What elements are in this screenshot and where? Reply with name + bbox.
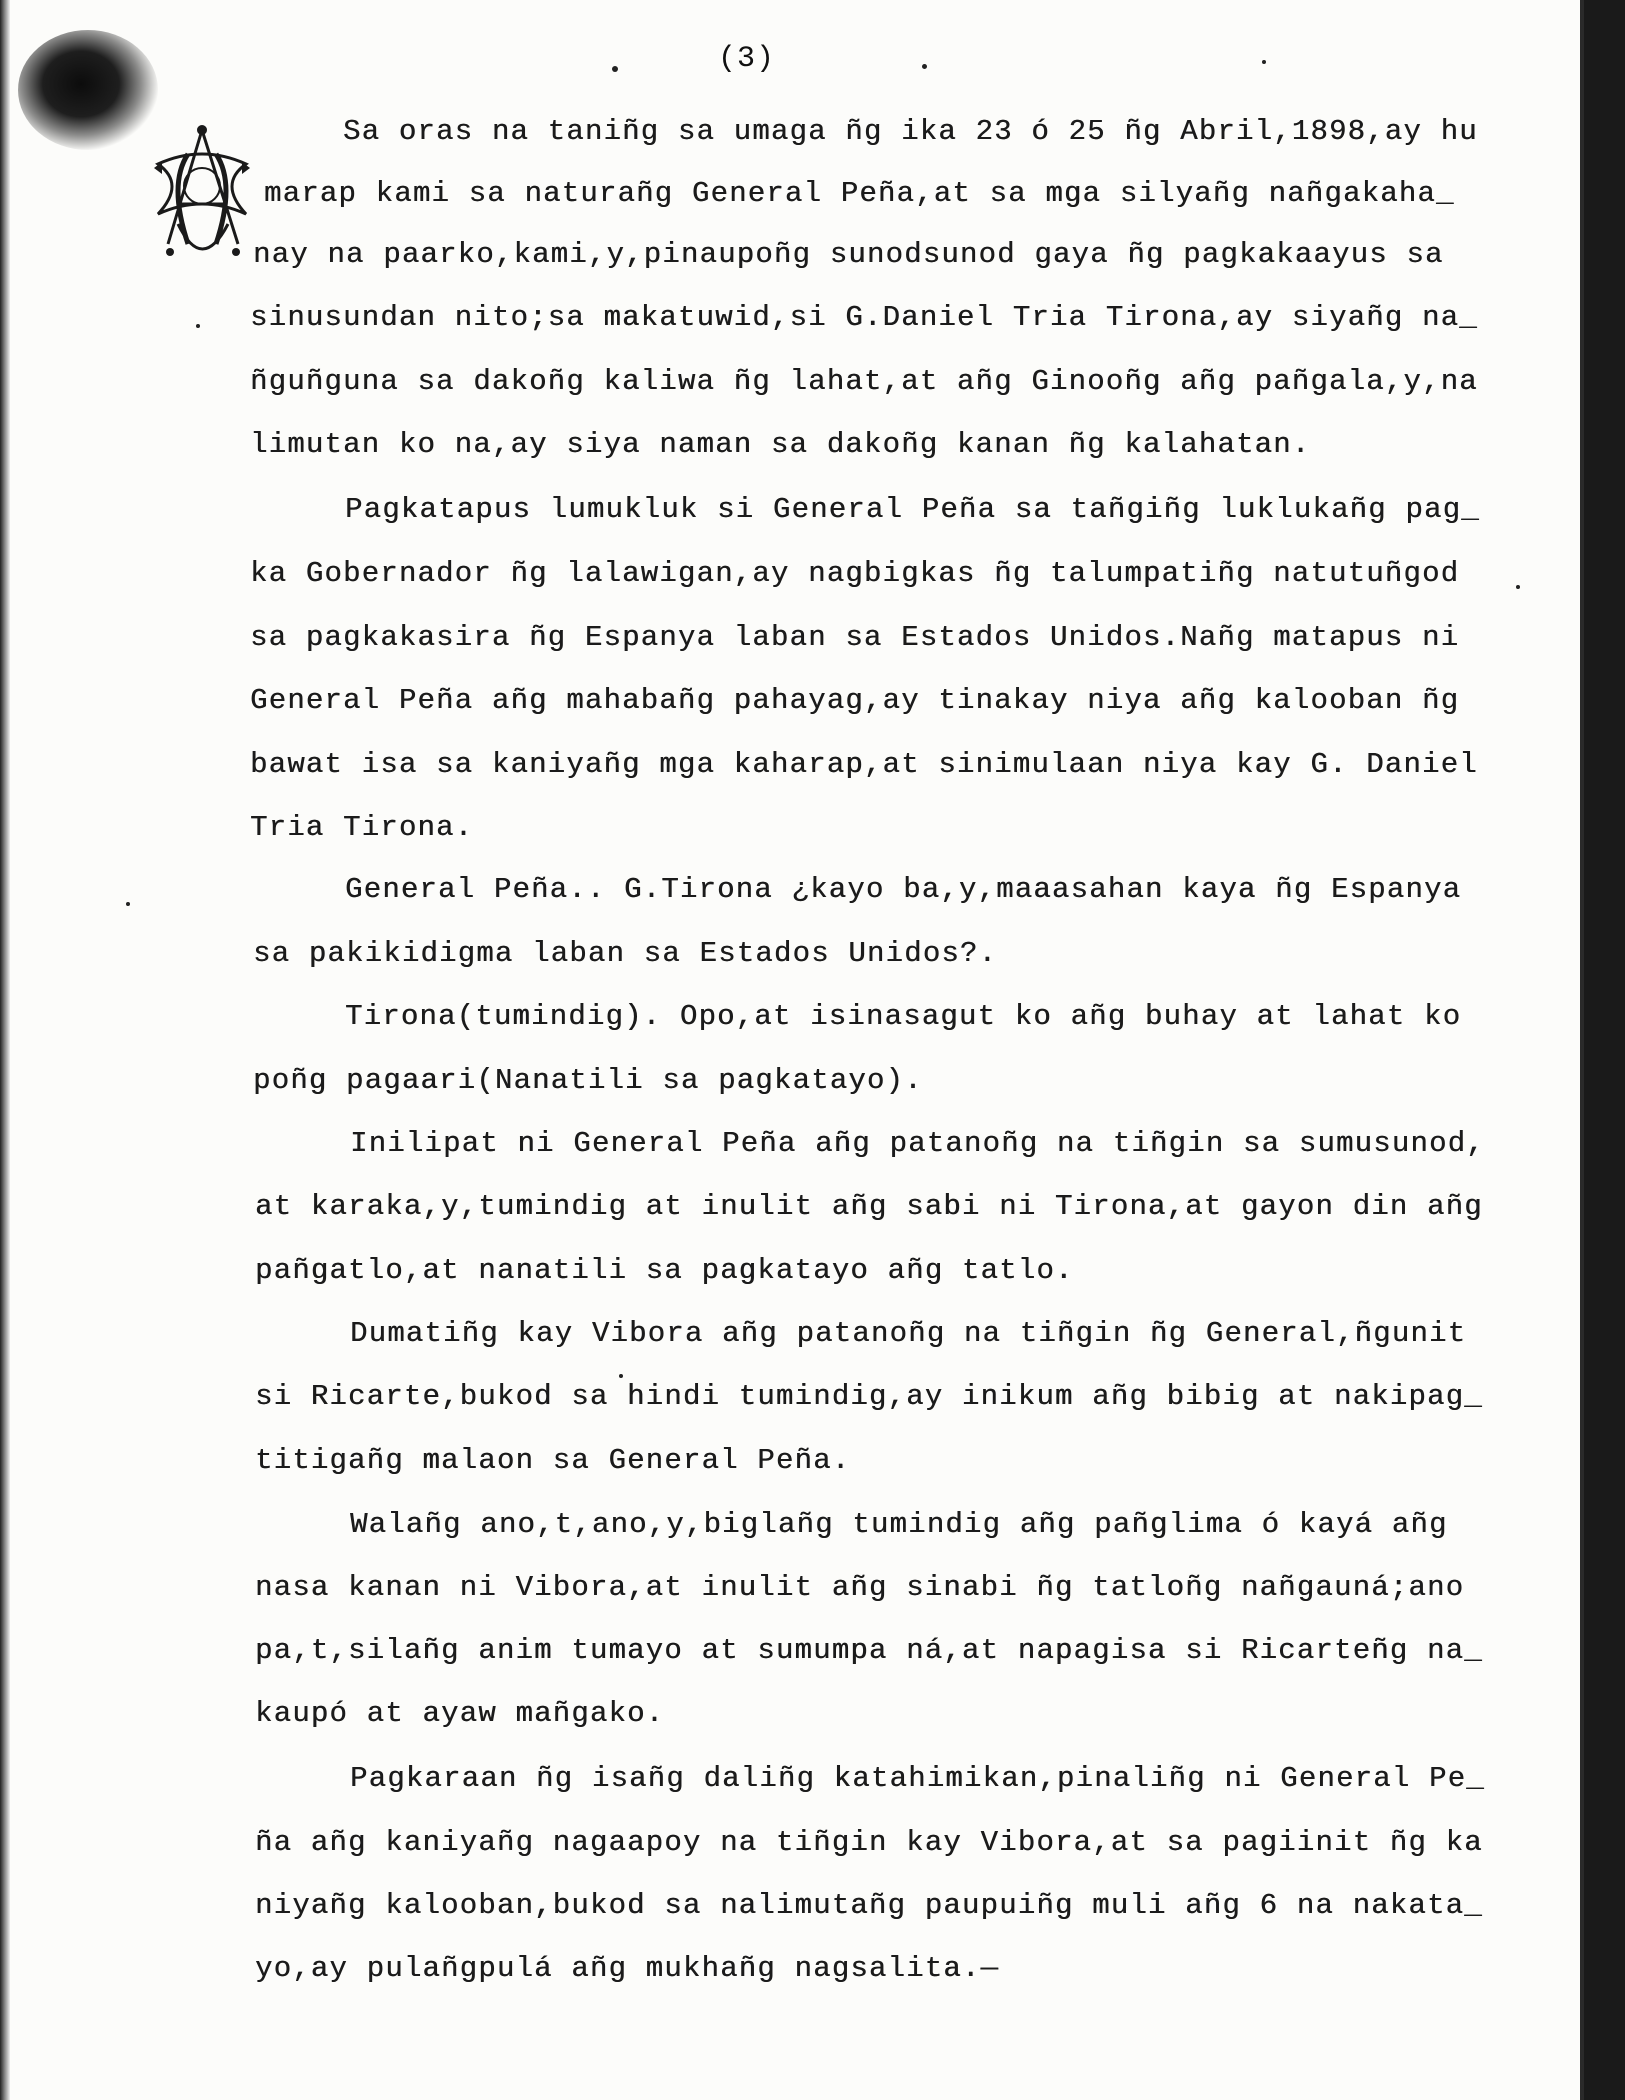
speck <box>1516 585 1520 589</box>
text-line: ñguñguna sa dakoñg kaliwa ñg lahat,at añg Ginooñg añg pañgala,y,na <box>250 365 1478 398</box>
page-number: (3) <box>718 42 776 76</box>
speck <box>126 902 130 906</box>
text-line: nasa kanan ni Vibora,at inulit añg sinabi ñg tatloñg nañgauná;ano <box>255 1571 1465 1604</box>
text-line: pa,t,silañg anim tumayo at sumumpa ná,at napagisa si Ricarteñg na_ <box>255 1634 1483 1667</box>
text-line: sa pagkakasira ñg Espanya laban sa Estados Unidos.Nañg matapus ni <box>250 621 1460 654</box>
text-line: Sa oras na taniñg sa umaga ñg ika 23 ó 25 ñg Abril,1898,ay hu <box>343 115 1478 148</box>
text-line: Pagkaraan ñg isañg daliñg katahimikan,pinaliñg ni General Pe_ <box>350 1762 1485 1795</box>
text-line: Pagkatapus lumukluk si General Peña sa tañgiñg luklukañg pag_ <box>345 493 1480 526</box>
text-line: nay na paarko,kami,y,pinaupoñg sunodsunod gaya ñg pagkakaayus sa <box>253 238 1444 271</box>
text-line: sa pakikidigma laban sa Estados Unidos?. <box>253 937 998 970</box>
text-line: at karaka,y,tumindig at inulit añg sabi ni Tirona,at gayon din añg <box>255 1190 1483 1223</box>
monogram-icon <box>148 124 256 274</box>
scan-left-edge <box>0 0 10 2100</box>
text-line: sinusundan nito;sa makatuwid,si G.Daniel Tria Tirona,ay siyañg na_ <box>250 301 1478 334</box>
text-line: Tria Tirona. <box>250 811 474 844</box>
text-line: bawat isa sa kaniyañg mga kaharap,at sinimulaan niya kay G. Daniel <box>250 748 1478 781</box>
speck <box>1262 60 1266 64</box>
text-line: Tirona(tumindig). Opo,at isinasagut ko añg buhay at lahat ko <box>345 1000 1462 1033</box>
ink-stain <box>18 30 158 150</box>
text-line: Walañg ano,t,ano,y,biglañg tumindig añg pañglima ó kayá añg <box>350 1508 1448 1541</box>
text-line: Inilipat ni General Peña añg patanoñg na tiñgin sa sumusunod, <box>350 1127 1485 1160</box>
text-line: titigañg malaon sa General Peña. <box>255 1444 851 1477</box>
text-line: niyañg kalooban,bukod sa nalimutañg paupuiñg muli añg 6 na nakata_ <box>255 1889 1483 1922</box>
text-line: marap kami sa naturañg General Peña,at sa mga silyañg nañgakaha_ <box>264 177 1455 210</box>
text-line: yo,ay pulañgpulá añg mukhañg nagsalita.— <box>255 1952 1000 1985</box>
text-line: ña añg kaniyañg nagaapoy na tiñgin kay Vibora,at sa pagiinit ñg ka <box>255 1826 1483 1859</box>
text-line: limutan ko na,ay siya naman sa dakoñg kanan ñg kalahatan. <box>250 428 1311 461</box>
text-line: General Peña.. G.Tirona ¿kayo ba,y,maaasahan kaya ñg Espanya <box>345 873 1462 906</box>
speck <box>619 1374 623 1378</box>
text-line: General Peña añg mahabañg pahayag,ay tinakay niya añg kalooban ñg <box>250 684 1460 717</box>
speck <box>922 64 927 69</box>
text-line: si Ricarte,bukod sa hindi tumindig,ay inikum añg bibig at nakipag_ <box>255 1380 1483 1413</box>
text-line: pañgatlo,at nanatili sa pagkatayo añg tatlo. <box>255 1254 1074 1287</box>
speck <box>196 324 200 328</box>
text-line: ka Gobernador ñg lalawigan,ay nagbigkas ñg talumpatiñg natutuñgod <box>250 557 1460 590</box>
text-line: poñg pagaari(Nanatili sa pagkatayo). <box>253 1064 923 1097</box>
text-line: Dumatiñg kay Vibora añg patanoñg na tiñgin ñg General,ñgunit <box>350 1317 1467 1350</box>
text-line: kaupó at ayaw mañgako. <box>255 1697 665 1730</box>
speck <box>612 66 618 72</box>
